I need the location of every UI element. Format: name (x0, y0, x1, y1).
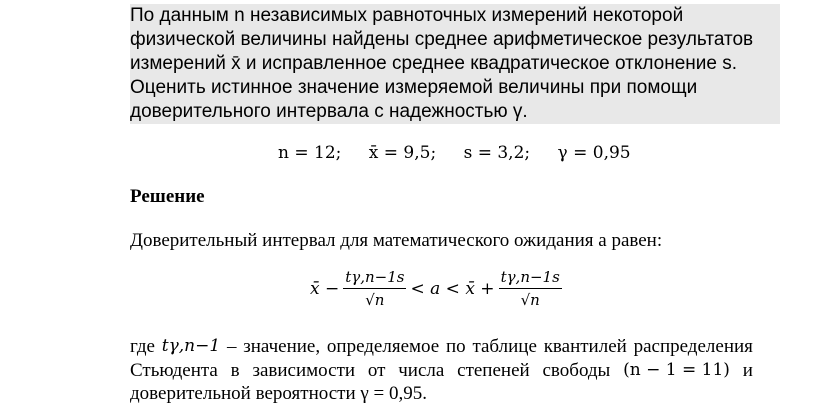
formula-left: x̄ − (310, 278, 340, 299)
given-values (278, 143, 631, 163)
given-s: s = 3,2; (463, 143, 531, 163)
word: степеней (457, 360, 530, 381)
word: и (742, 360, 753, 381)
word: от (367, 360, 386, 381)
word: значение, (243, 336, 321, 357)
problem-line: По данным n независимых равноточных измерений некоторой (130, 5, 684, 26)
solution-heading: Решение (130, 186, 205, 207)
word: свободы (542, 360, 611, 381)
word: таблице (472, 336, 537, 357)
explanation-line (130, 336, 753, 358)
explanation-line-last: доверительной вероятности γ = 0,95. (130, 383, 427, 404)
problem-statement (130, 4, 780, 124)
confidence-interval-formula (310, 268, 566, 309)
word: Стьюдента (130, 360, 218, 381)
given-xbar: x̄ = 9,5; (368, 143, 437, 163)
word: определяемое (326, 336, 440, 357)
formula-middle: < a < x̄ + (410, 278, 495, 299)
problem-line: доверительного интервала с надежностью γ. (130, 101, 528, 122)
problem-line: измерений x̄ и исправленное среднее квадратическое отклонение s. (130, 53, 738, 74)
formula-fraction-left (343, 268, 406, 309)
problem-line: физической величины найдены среднее арифметическое результатов (130, 29, 754, 50)
formula-denominator: √n (365, 291, 385, 309)
explanation-line (130, 360, 753, 382)
word: зависимости (252, 360, 356, 381)
word: квантилей (543, 336, 627, 357)
word: где (130, 336, 155, 357)
given-n: n = 12; (278, 143, 342, 163)
word: по (446, 336, 466, 357)
formula-numerator: tγ,n−1s (499, 268, 562, 289)
word: распределения (633, 336, 753, 357)
word: tγ,n−1 (161, 336, 221, 356)
given-gamma: γ = 0,95 (557, 143, 631, 163)
word: (n − 1 = 11) (623, 360, 730, 380)
problem-line: Оценить истинное значение измеряемой величины при помощи (130, 77, 698, 98)
word: – (226, 336, 237, 357)
formula-fraction-right (499, 268, 562, 309)
formula-denominator: √n (520, 291, 540, 309)
solution-intro: Доверительный интервал для математического ожидания a равен: (130, 230, 663, 251)
word: числа (398, 360, 445, 381)
formula-numerator: tγ,n−1s (343, 268, 406, 289)
word: в (230, 360, 240, 381)
